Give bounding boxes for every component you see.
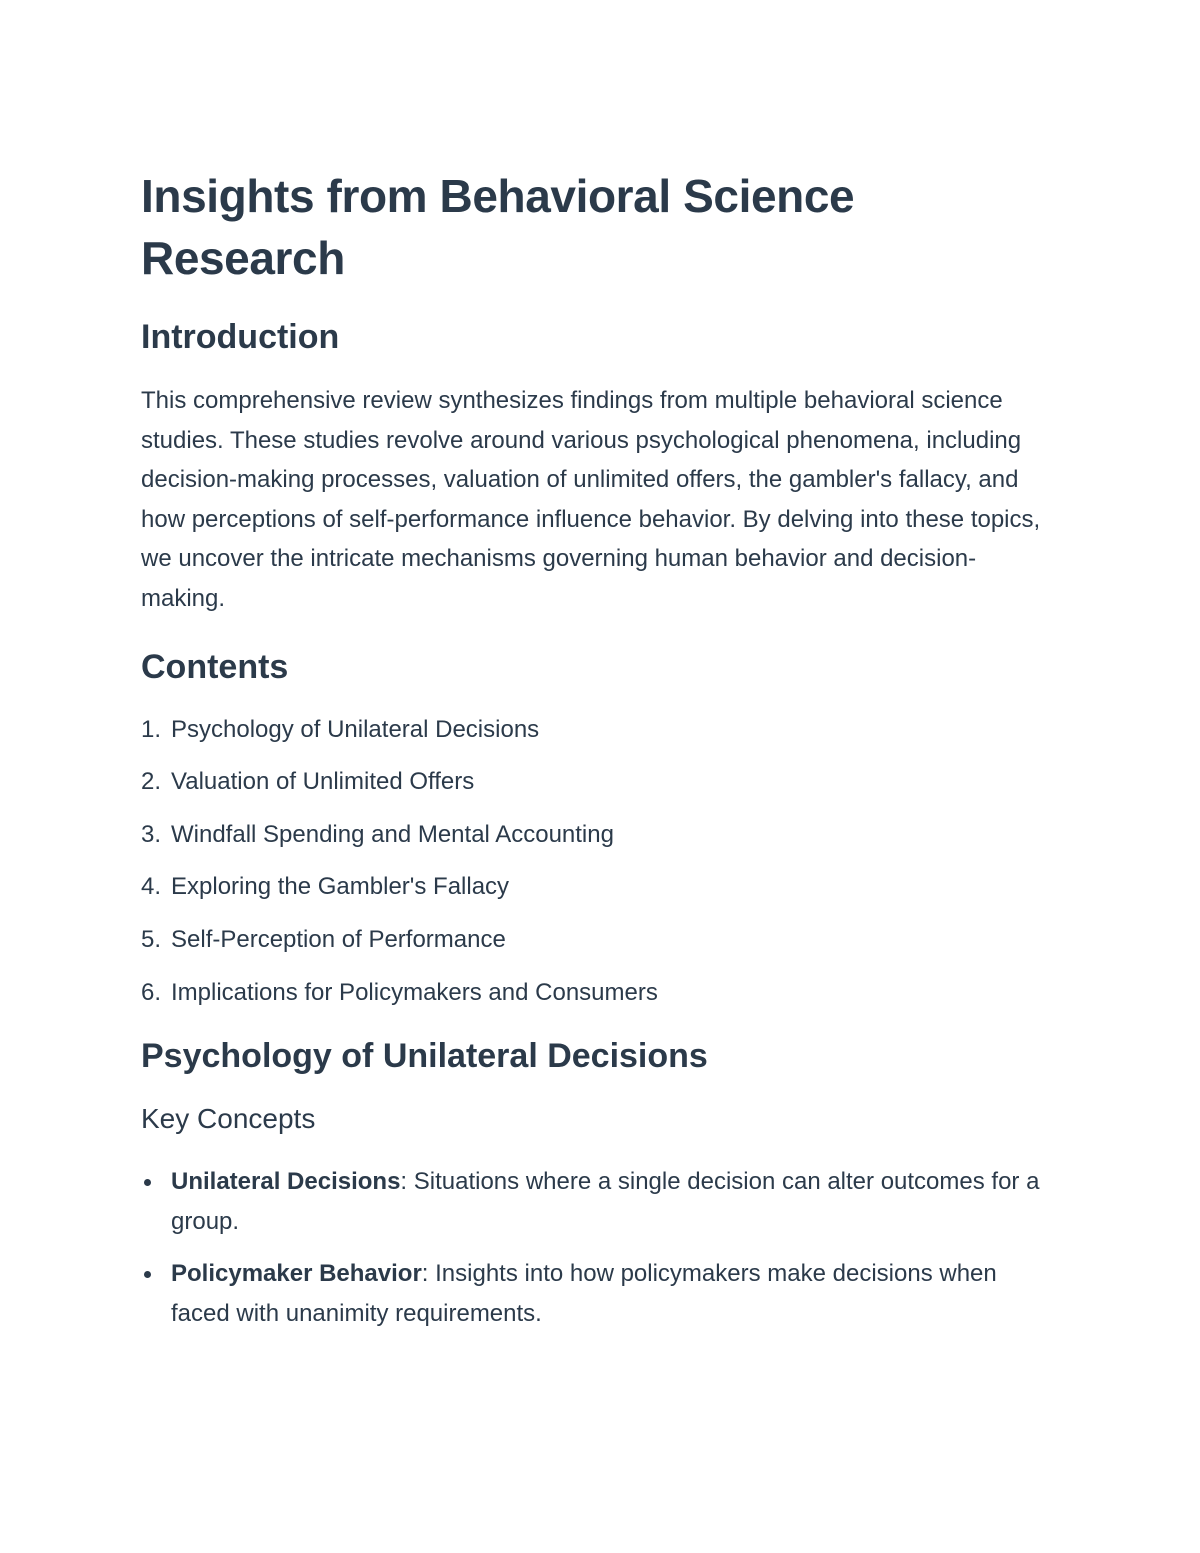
section-heading: Psychology of Unilateral Decisions (141, 1036, 708, 1075)
toc-item (141, 818, 1041, 852)
bullet-icon (141, 1162, 171, 1242)
toc-item (141, 713, 1041, 747)
toc-item-number: 1. (141, 715, 162, 743)
toc-item (141, 976, 1041, 1010)
document-page (141, 165, 1041, 1346)
contents-heading: Contents (141, 647, 289, 686)
toc-item-label: Windfall Spending and Mental Accounting (171, 820, 614, 848)
toc-item-number: 4. (141, 873, 162, 901)
list-item (141, 1162, 1041, 1242)
concept-term: Unilateral Decisions (171, 1167, 401, 1195)
concept-description: : Situations where a single decision can alter outcomes for a group. (171, 1167, 1040, 1235)
concept-description: : Insights into how policymakers make decisions when faced with unanimity requirements. (171, 1259, 997, 1327)
toc-item-number: 5. (141, 925, 162, 953)
toc-item (141, 923, 1041, 957)
list-item (141, 1254, 1041, 1334)
bullet-icon (141, 1254, 171, 1334)
toc-item-label: Implications for Policymakers and Consumers (171, 978, 658, 1006)
toc-item-label: Psychology of Unilateral Decisions (171, 715, 540, 743)
toc-item-label: Exploring the Gambler's Fallacy (171, 873, 510, 901)
section-subheading: Key Concepts (141, 1102, 316, 1134)
introduction-body: This comprehensive review synthesizes findings from multiple behavioral science studies. These studies revolve around various psychological phenomena, including decision-making processes, valuation of unlimited offers, the gambler's fallacy, and how perceptions of self-performance influence behavior. By delving into these topics, we uncover the intricate mechanisms governing human behavior and decision-making. (141, 387, 1041, 612)
key-concepts-list (141, 1162, 1041, 1334)
toc-item-label: Self-Perception of Performance (171, 925, 506, 953)
table-of-contents (141, 713, 1041, 1010)
toc-item (141, 870, 1041, 904)
toc-item-number: 6. (141, 978, 162, 1006)
concept-term: Policymaker Behavior (171, 1259, 422, 1287)
toc-item (141, 765, 1041, 799)
toc-item-number: 3. (141, 820, 162, 848)
introduction-heading: Introduction (141, 318, 340, 356)
toc-item-number: 2. (141, 768, 162, 796)
toc-item-label: Valuation of Unlimited Offers (171, 768, 475, 796)
document-title: Insights from Behavioral Science Research (141, 170, 855, 284)
